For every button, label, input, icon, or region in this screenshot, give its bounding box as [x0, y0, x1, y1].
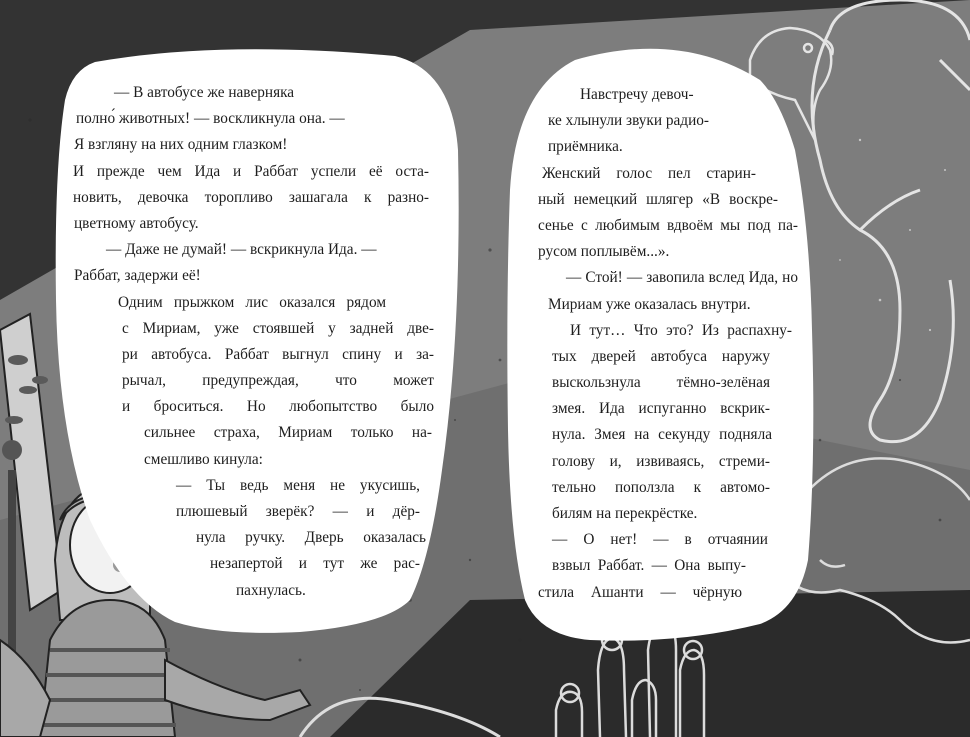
text-line: ный немецкий шлягер «В воскре- — [538, 190, 778, 208]
text-line: — В автобусе же наверняка — [114, 84, 295, 101]
text-line: Одним прыжком лис оказался рядом — [118, 293, 386, 311]
text-line: смешливо кинула: — [144, 450, 263, 468]
text-line: — Даже не думай! — вскрикнула Ида. — — [106, 241, 377, 259]
text-line: тых дверей автобуса наружу — [552, 347, 770, 365]
text-line: Раббат, задержи её! — [74, 267, 201, 285]
left-page-text — [73, 80, 434, 604]
text-line: Навстречу девоч- — [580, 86, 694, 103]
text-line: нула ручку. Дверь оказалась — [196, 529, 426, 547]
text-line: и броситься. Но любопытство было — [122, 398, 434, 416]
text-line: сенье с любимым вдвоём мы под па- — [538, 216, 798, 234]
text-line: рычал, предупреждая, что может — [122, 372, 434, 390]
text-line: — Стой! — завопила вслед Ида, но — [566, 269, 798, 287]
text-line: приёмника. — [548, 138, 623, 156]
text-line: русом поплывём...». — [538, 243, 670, 261]
text-line: сильнее страха, Мириам только на- — [144, 424, 432, 442]
text-line: пахнулась. — [236, 581, 306, 599]
text-line: полно́ животных! — воскликнула она. — — [76, 110, 345, 128]
text-line: Женский голос пел старин- — [542, 164, 756, 182]
right-page-text — [538, 82, 798, 606]
text-line: — О нет! — в отчаянии — [552, 531, 768, 549]
text-line: змея. Ида испуганно вскрик- — [552, 400, 770, 418]
text-line: ке хлынули звуки радио- — [548, 112, 710, 130]
text-line: плюшевый зверёк? — и дёр- — [176, 503, 420, 520]
text-line: голову и, извиваясь, стреми- — [552, 452, 770, 470]
text-line: — Ты ведь меня не укусишь, — [176, 476, 420, 494]
text-line: И прежде чем Ида и Раббат успели её оста- — [73, 162, 429, 180]
text-line: Мириам уже оказалась внутри. — [548, 295, 751, 313]
text-line: выскользнула тёмно-зелёная — [552, 374, 770, 392]
text-line: новить, девочка торопливо зашагала к разно- — [73, 188, 429, 206]
text-line: взвыл Раббат. — Она выпу- — [552, 557, 746, 575]
text-line: цветному автобусу. — [74, 214, 199, 232]
text-line: ри автобуса. Раббат выгнул спину и за- — [122, 345, 434, 363]
text-line: нула. Змея на секунду подняла — [552, 426, 772, 444]
text-line: с Мириам, уже стоявшей у задней две- — [122, 319, 434, 337]
text-line: стила Ашанти — чёрную — [538, 583, 742, 601]
text-line: И тут… Что это? Из распахну- — [570, 321, 792, 339]
text-line: незапертой и тут же рас- — [210, 555, 420, 573]
text-line: Я взгляну на них одним глазком! — [74, 136, 288, 154]
text-line: билям на перекрёстке. — [552, 505, 698, 522]
text-line: тельно поползла к автомо- — [552, 478, 770, 496]
